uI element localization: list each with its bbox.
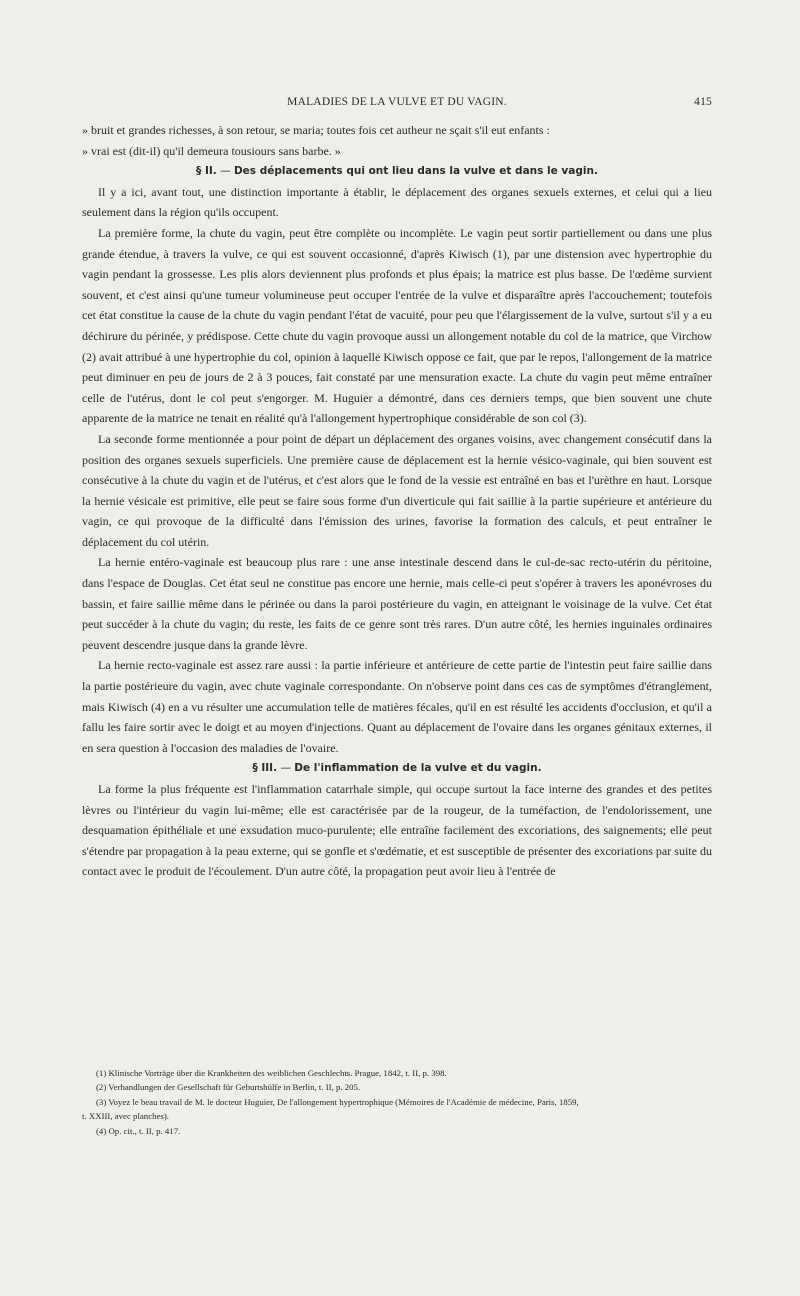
footnote-continuation: t. XXIII, avec planches).	[82, 1111, 169, 1122]
paragraph: La première forme, la chute du vagin, peut être complète ou incomplète. Le vagin peut sortir partiellement ou dans une plus grande étendue, à travers la vulve, ce qui est souvent occasionné, d'après Kiwisch (1), par une distension avec hypertrophie du vagin pendant la grossesse. Les plis alors deviennent plus profonds et plus épais; la matrice est plus basse. De l'œdème survient souvent, et c'est ainsi qu'une tumeur volumineuse peut occuper l'entrée de la vulve et disparaître après l'accouchement; toutefois cet état constitue la cause de la chute du vagin pendant l'état de vacuité, pour peu que l'élargissement de la vulve, surtout s'il y a eu déchirure du périnée, y prédispose. Cette chute du vagin provoque aussi un allongement notable du col de la matrice, que Virchow (2) avait attribué à une hypertrophie du col, opinion à laquelle Kiwisch oppose ce fait, que par le repos, l'allongement de la matrice peut diminuer en peu de jours de 2 à 3 pouces, fait constaté par une mensuration exacte. La chute du vagin peut même entraîner celle de l'utérus, dont le col peut s'engorger. M. Huguier a démontré, dans ces derniers temps, que bien souvent une chute apparente de la matrice ne tenait en réalité qu'à l'allongement hypertrophique considérable de son col (3).	[82, 225, 712, 426]
page-number: 415	[694, 96, 712, 108]
paragraph: La forme la plus fréquente est l'inflammation catarrhale simple, qui occupe surtout la face interne des grandes et des petites lèvres ou l'intérieur du vagin lui-même; elle est caractérisée par de la rougeur, de la tuméfaction, de l'endolorissement, une desquamation épithéliale et une exsudation muco-purulente; elle entraîne facilement des excoriations, des saignements; elle peut s'étendre par propagation à la peau externe, qui se gonfle et s'œdématie, et est susceptible de présenter des excoriations par suite du contact avec le produit de l'écoulement. D'un autre côté, la propagation peut avoir lieu à l'entrée de	[82, 782, 712, 879]
section-title: Des déplacements qui ont lieu dans la vulve et dans le vagin.	[233, 165, 598, 178]
paragraph: Il y a ici, avant tout, une distinction importante à établir, le déplacement des organes sexuels externes, et celui qui a lieu seulement dans la région qu'ils occupent.	[82, 184, 712, 220]
section-dash: —	[216, 165, 234, 178]
footnote: (3) Voyez le beau travail de M. le docteur Huguier, De l'allongement hypertrophique (Mémoires de l'Académie de médecine, Paris, 1859,	[96, 1096, 579, 1107]
quote-line: » bruit et grandes richesses, à son retour, se maria; toutes fois cet autheur ne sçait s'il eut enfants :	[82, 123, 550, 137]
footnote: (1) Klinische Vorträge über die Krankheiten des weiblichen Geschlechts. Prague, 1842, t. II, p. 398.	[96, 1068, 447, 1078]
running-header	[82, 96, 712, 112]
section-number: § III.	[252, 762, 278, 775]
paragraph: La hernie recto-vaginale est assez rare aussi : la partie inférieure et antérieure de cette partie de l'intestin peut faire saillie dans la partie postérieure du vagin, avec chute vaginale correspondante. On n'observe point dans ces cas de symptômes d'étranglement, mais Kiwisch (4) en a vu résulter une accumulation telle de matières fécales, qu'il en est résulté les accidents d'occlusion, et qu'il a fallu les faire sortir avec le doigt et au moyen d'injections. Quant au déplacement de l'ovaire dans les organes génitaux externes, il en sera question à l'occasion des maladies de l'ovaire.	[82, 658, 712, 755]
footnotes	[82, 1066, 712, 1138]
quote-line: » vrai est (dit-il) qu'il demeura tousiours sans barbe. »	[82, 143, 341, 158]
paragraph: La seconde forme mentionnée a pour point de départ un déplacement des organes voisins, avec changement consécutif dans la position des organes sexuels superficiels. Une première cause de déplacement est la hernie vésico-vaginale, qui bien souvent est consécutive à la chute du vagin et de l'utérus, et c'est alors que le fond de la vessie est entraîné en bas et l'urèthre en haut. Lorsque la hernie vésicale est primitive, elle peut se faire sous forme d'un diverticule qui fait saillie à la partie supérieure et antérieure du vagin, ce qui provoque de la difficulté dans l'émission des urines, favorise la formation des calculs, et peut entraîner le déplacement du col utérin.	[82, 431, 712, 549]
section-heading	[82, 758, 712, 779]
running-title: MALADIES DE LA VULVE ET DU VAGIN.	[287, 96, 507, 108]
section-dash: —	[277, 762, 295, 775]
section-title: De l'inflammation de la vulve et du vagin.	[294, 762, 542, 775]
footnote: (4) Op. cit., t. II, p. 417.	[96, 1125, 181, 1136]
section-heading	[82, 161, 712, 182]
main-text	[82, 120, 712, 882]
footnote: (2) Verhandlungen der Gesellschaft für Geburtshülfe in Berlin, t. II, p. 205.	[96, 1082, 361, 1093]
paragraph: La hernie entéro-vaginale est beaucoup plus rare : une anse intestinale descend dans le cul-de-sac recto-utérin du péritoine, dans l'espace de Douglas. Cet état seul ne constitue pas encore une hernie, mais celle-ci peut s'opérer à travers les aponévroses du bassin, et faire saillie même dans le périnée ou dans la paroi postérieure du vagin, en atteignant le voisinage de la vulve. Cet état peut succéder à la chute du vagin; du reste, les faits de ce genre sont très rares. D'un autre côté, les hernies inguinales ordinaires peuvent descendre jusque dans la grande lèvre.	[82, 555, 712, 652]
section-number: § II.	[196, 165, 217, 178]
